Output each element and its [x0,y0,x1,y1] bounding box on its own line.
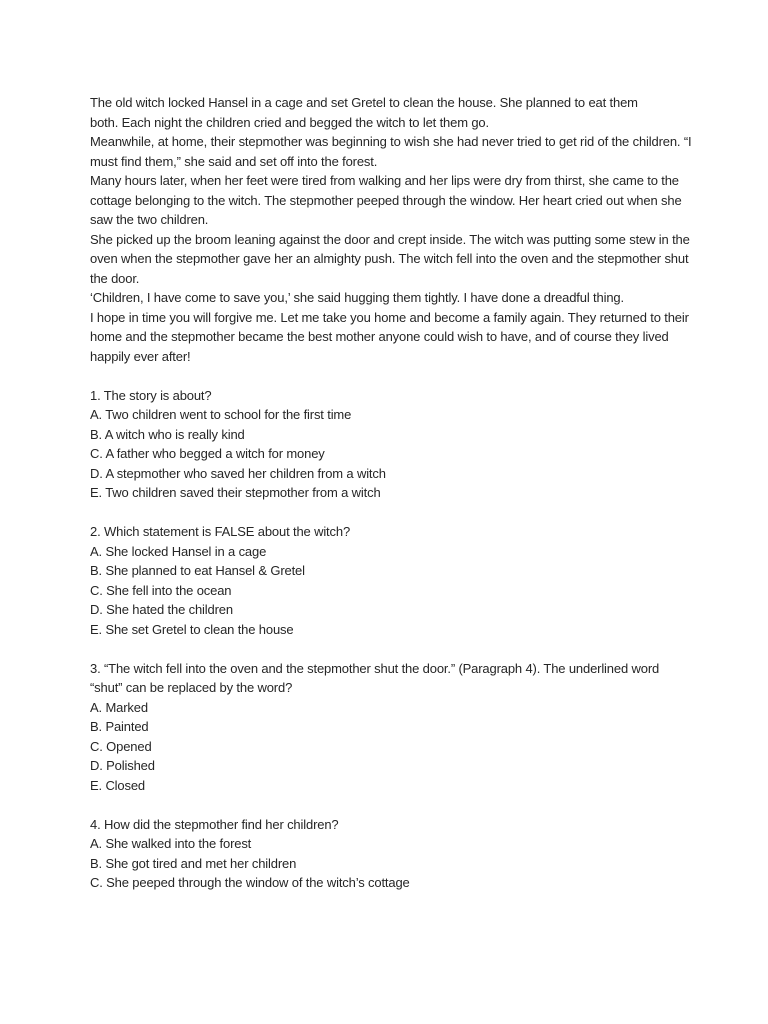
question-text: 1. The story is about? [90,387,212,403]
answer-option-c: C. She peeped through the window of the witch’s cottage [90,875,410,890]
story-line: home and the stepmother became the best mother anyone could wish to have, and of course they lived [90,329,669,344]
spacer [90,503,690,523]
answer-option-a: A. She locked Hansel in a cage [90,543,267,559]
answer-option-b: B. She planned to eat Hansel & Gretel [90,563,305,578]
story-line: oven when the stepmother gave her an almighty push. The witch fell into the oven and the stepmother shut [90,251,689,266]
question-1 [90,386,690,503]
story-line: She picked up the broom leaning against the door and crept inside. The witch was putting some stew in the [90,231,690,247]
story-line: Meanwhile, at home, their stepmother was beginning to wish she had never tried to get rid of the children. “I [90,134,692,149]
answer-option-c: C. A father who begged a witch for money [90,446,325,461]
story-line: The old witch locked Hansel in a cage and set Gretel to clean the house. She planned to eat them [90,95,638,110]
answer-option-b: B. A witch who is really kind [90,426,245,442]
spacer [90,795,690,815]
story-line: cottage belonging to the witch. The stepmother peeped through the window. Her heart cried out when she [90,192,682,208]
story-line: saw the two children. [90,212,209,227]
question-text: “shut” can be replaced by the word? [90,680,293,695]
spacer [90,366,690,386]
answer-option-c: C. Opened [90,738,152,754]
story-line: happily ever after! [90,348,191,364]
question-2 [90,522,690,639]
story-line: Many hours later, when her feet were tired from walking and her lips were dry from thirst, she came to the [90,173,679,188]
document-body [90,93,690,893]
story-passage [90,93,690,366]
question-4 [90,815,690,893]
answer-option-b: B. She got tired and met her children [90,855,297,871]
story-line: I hope in time you will forgive me. Let me take you home and become a family again. They returned to their [90,309,689,325]
answer-option-d: D. A stepmother who saved her children from a witch [90,465,386,481]
answer-option-a: A. Marked [90,699,148,715]
answer-option-e: E. Two children saved their stepmother from a witch [90,485,381,500]
answer-option-c: C. She fell into the ocean [90,582,232,598]
answer-option-a: A. Two children went to school for the first time [90,407,352,422]
answer-option-d: D. Polished [90,758,155,773]
answer-option-d: D. She hated the children [90,602,233,617]
question-text: 4. How did the stepmother find her children? [90,816,339,832]
question-3 [90,659,690,796]
answer-option-e: E. She set Gretel to clean the house [90,621,294,637]
story-line: must find them,” she said and set off into the forest. [90,153,378,169]
answer-option-b: B. Painted [90,719,149,734]
story-line: both. Each night the children cried and begged the witch to let them go. [90,114,489,130]
story-line: the door. [90,270,140,286]
answer-option-e: E. Closed [90,777,146,793]
story-line: ‘Children, I have come to save you,’ she said hugging them tightly. I have done a dreadful thing. [90,290,624,305]
question-text: 2. Which statement is FALSE about the witch? [90,524,351,539]
question-text: 3. “The witch fell into the oven and the stepmother shut the door.” (Paragraph 4). The underlined word [90,660,660,676]
answer-option-a: A. She walked into the forest [90,836,252,851]
spacer [90,639,690,659]
